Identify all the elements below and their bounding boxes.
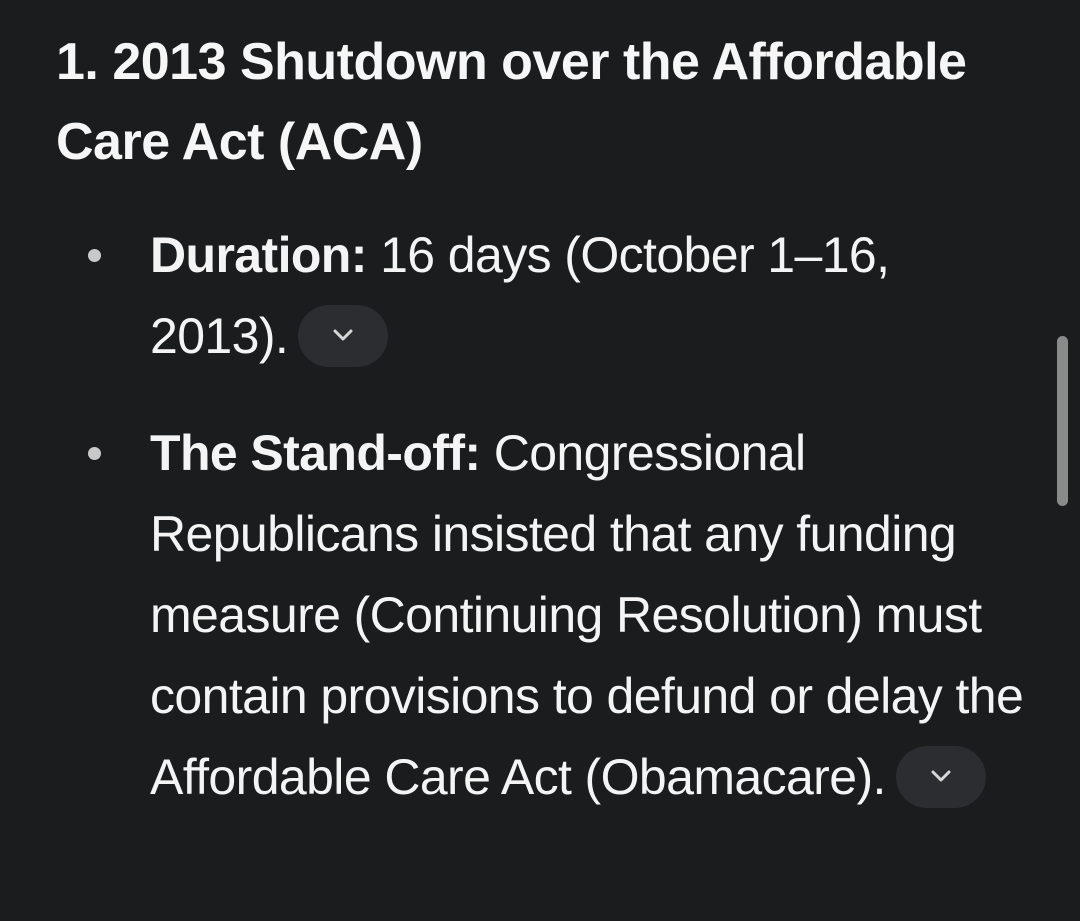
bullet-item-standoff [150, 413, 1040, 818]
bullet-text: Congressional Republicans insisted that any funding measure (Continuing Resolution) must contain provisions to defund or delay the Affordable Care Act (Obamacare). [150, 425, 1024, 805]
chevron-down-icon [332, 327, 354, 343]
bullet-dot [88, 249, 101, 262]
scrollbar-thumb[interactable] [1057, 336, 1068, 506]
bullet-text: 16 days (October 1–16, 2013). [150, 227, 890, 364]
bullet-dot [88, 447, 101, 460]
section-heading: 1. 2013 Shutdown over the Affordable Care Act (ACA) [56, 33, 967, 171]
bullet-term: The Stand-off: [150, 425, 481, 481]
bullet-term: Duration: [150, 227, 367, 283]
source-expand-button[interactable] [298, 305, 388, 367]
bullet-item-duration [150, 215, 1040, 377]
chevron-down-icon [930, 768, 952, 784]
source-expand-button[interactable] [896, 746, 986, 808]
